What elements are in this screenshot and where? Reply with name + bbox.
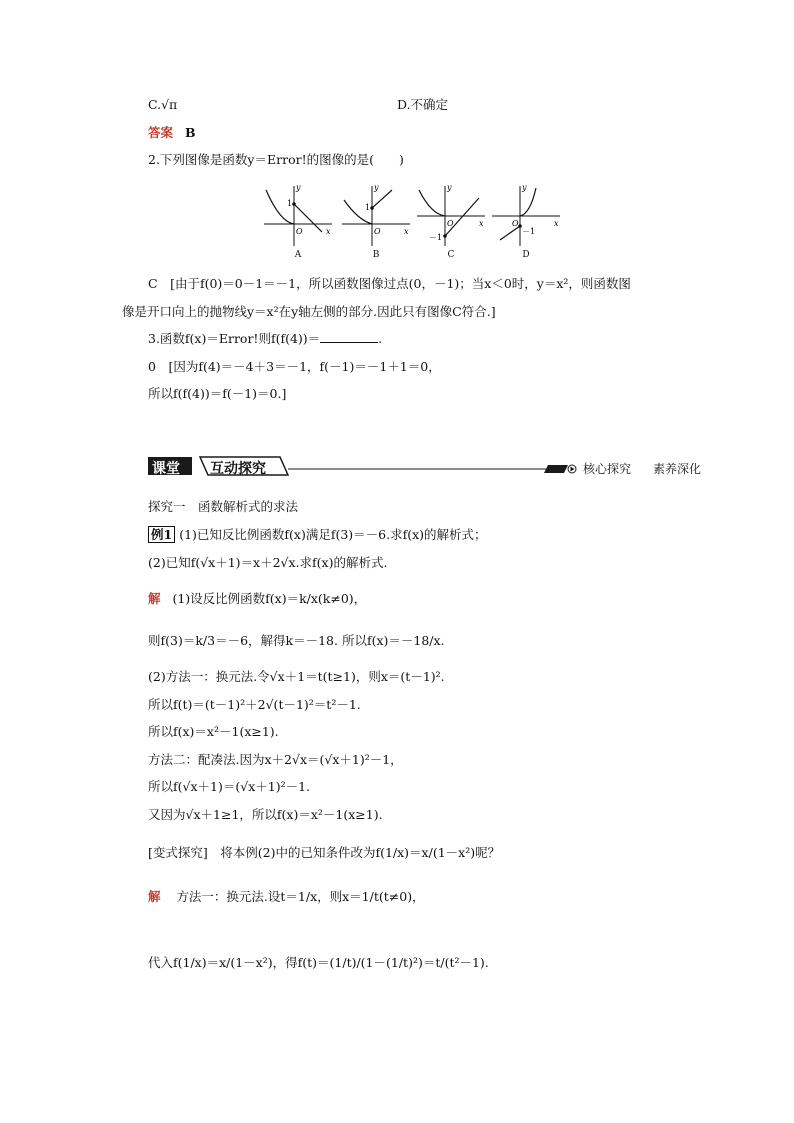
- axis-y-label: y: [296, 183, 301, 192]
- option-d: D.不确定: [397, 97, 449, 112]
- banner-tag-2: 互动探究: [210, 461, 266, 477]
- axis-y-label: y: [447, 183, 452, 192]
- q2-explanation-2: 像是开口向上的抛物线y＝x²在y轴左侧的部分.因此只有图像C符合.]: [122, 304, 496, 319]
- origin-label: O: [374, 227, 381, 236]
- axis-x-label: x: [326, 227, 331, 236]
- banner-tag-1: 课堂: [152, 461, 180, 477]
- tick-one-label: 1: [287, 199, 293, 208]
- variant-solution-2: 代入f(1/x)＝x/(1－x²)，得f(t)＝(1/t)/(1－(1/t)²)＝t/(t²－1).: [148, 955, 489, 970]
- tick-one-label: 1: [365, 203, 371, 212]
- variant-question: [变式探究] 将本例(2)中的已知条件改为f(1/x)＝x/(1－x²)呢？: [148, 845, 501, 860]
- banner-right-1: 核心探究: [583, 462, 632, 476]
- example-1-part-1: (1)已知反比例函数f(x)满足f(3)＝－6.求f(x)的解析式；: [179, 527, 487, 542]
- question-3: [148, 331, 382, 347]
- axis-y-label: y: [522, 183, 527, 192]
- graph-c-label: C: [447, 250, 455, 260]
- graph-a-label: A: [294, 250, 302, 260]
- solution-3: (2)方法一：换元法.令√x＋1＝t(t≥1)，则x＝(t－1)².: [148, 669, 445, 684]
- origin-label: O: [447, 219, 454, 228]
- question-2: 2.下列图像是函数y＝Error!的图像的是( ): [148, 152, 404, 167]
- graph-c: [415, 182, 487, 260]
- solution-1: [148, 591, 366, 607]
- q3-answer-1: 0 [因为f(4)＝－4＋3＝－1，f(－1)＝－1＋1＝0，: [148, 359, 441, 374]
- example-tag: 例1: [148, 526, 175, 543]
- option-c: C.√π: [148, 97, 178, 112]
- graph-d: [490, 182, 562, 260]
- section-banner: [148, 455, 708, 477]
- axis-x-label: x: [404, 227, 409, 236]
- origin-label: O: [296, 227, 303, 236]
- solution-label: 解: [148, 591, 161, 606]
- tick-neg-one-label: －1: [429, 233, 443, 242]
- answer-value: B: [184, 125, 196, 140]
- solution-4: 所以f(t)＝(t－1)²＋2√(t－1)²＝t²－1.: [148, 697, 361, 712]
- q2-explanation-1: C [由于f(0)＝0－1＝－1，所以函数图像过点(0，－1)；当x＜0时，y＝x²，则函数图: [148, 276, 631, 291]
- variant-solution-1: [148, 889, 425, 905]
- axis-y-label: y: [374, 183, 379, 192]
- graph-a: [262, 182, 334, 260]
- banner-right-2: 素养深化: [653, 462, 702, 476]
- answer-line: [148, 125, 196, 141]
- graph-b-label: B: [372, 250, 380, 260]
- solution-5: 所以f(x)＝x²－1(x≥1).: [148, 724, 279, 739]
- tick-neg-one-label: －1: [522, 227, 536, 236]
- solution-7: 所以f(√x＋1)＝(√x＋1)²－1.: [148, 779, 311, 794]
- graph-b: [340, 182, 412, 260]
- question-3-text: 3.函数f(x)＝Error!则f(f(4))＝: [148, 331, 321, 346]
- answer-label: 答案: [148, 125, 174, 140]
- answer-blank: [320, 331, 378, 343]
- solution-2: 则f(3)＝k/3＝－6，解得k＝－18. 所以f(x)＝－18/x.: [148, 633, 445, 648]
- example-1-part-2: (2)已知f(√x＋1)＝x＋2√x.求f(x)的解析式.: [148, 555, 388, 570]
- question-3-tail: .: [378, 331, 383, 346]
- solution-8: 又因为√x＋1≥1，所以f(x)＝x²－1(x≥1).: [148, 807, 383, 822]
- q3-answer-2: 所以f(f(4))＝f(－1)＝0.]: [148, 386, 287, 401]
- solution-6: 方法二：配凑法.因为x＋2√x＝(√x＋1)²－1，: [148, 752, 403, 767]
- graph-d-label: D: [522, 250, 530, 260]
- axis-x-label: x: [554, 219, 559, 228]
- axis-x-label: x: [479, 219, 484, 228]
- solution-1-text: (1)设反比例函数f(x)＝k/x(k≠0)，: [172, 591, 367, 606]
- section-title: 探究一 函数解析式的求法: [148, 499, 299, 514]
- example-1: [148, 527, 487, 543]
- variant-solution-label: 解: [148, 889, 161, 904]
- origin-label: O: [512, 219, 519, 228]
- variant-solution-1-text: 方法一：换元法.设t＝1/x，则x＝1/t(t≠0)，: [176, 889, 425, 904]
